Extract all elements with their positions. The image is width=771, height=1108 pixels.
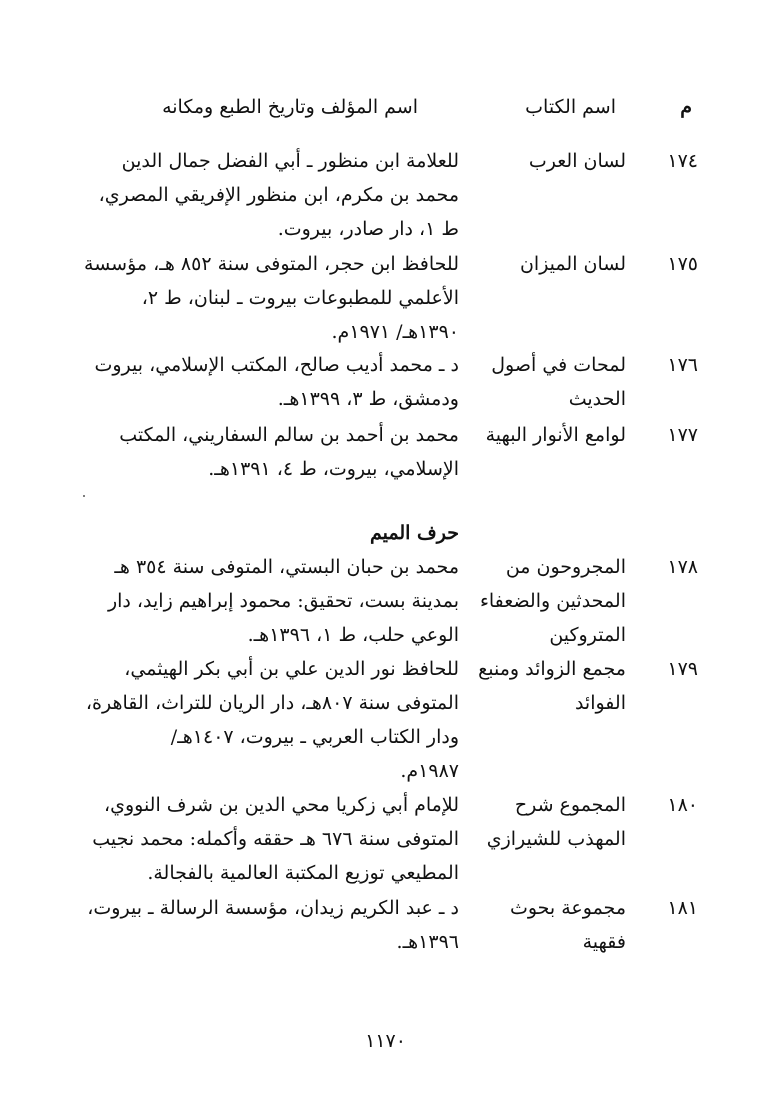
entry-title <box>476 418 626 452</box>
entry-title <box>476 550 626 652</box>
entry-title-line: لوامع الأنوار البهية <box>485 424 626 446</box>
header-number: م <box>680 96 692 118</box>
entry-desc-line: د ـ عبد الكريم زيدان، مؤسسة الرسالة ـ بيروت، <box>87 897 459 919</box>
entry-title-line: الفوائد <box>574 692 626 714</box>
entry-title-line: المجموع شرح <box>514 794 626 816</box>
entry-title <box>476 788 626 856</box>
entry-number: ١٨١ <box>667 897 698 919</box>
entry-description <box>79 348 459 416</box>
entry-desc-line: للحافظ ابن حجر، المتوفى سنة ٨٥٢ هـ، مؤسسة <box>84 253 459 275</box>
entry-title-line: المتروكين <box>549 624 626 646</box>
entry-description <box>79 891 459 959</box>
scan-speck <box>83 495 85 497</box>
entry-desc-line: الأعلمي للمطبوعات بيروت ـ لبنان، ط ٢، <box>141 287 459 309</box>
entry-desc-line: للإمام أبي زكريا محي الدين بن شرف النووي، <box>103 794 459 816</box>
entry-desc-line: المطيعي توزيع المكتبة العالمية بالفجالة. <box>147 862 459 884</box>
entry-desc-line: محمد بن مكرم، ابن منظور الإفريقي المصري، <box>98 184 459 206</box>
entry-desc-line: للعلامة ابن منظور ـ أبي الفضل جمال الدين <box>121 150 459 172</box>
entry-number: ١٧٩ <box>667 658 698 680</box>
entry-desc-line: الوعي حلب، ط ١، ١٣٩٦هـ. <box>247 624 459 646</box>
entry-title <box>476 652 626 720</box>
entry-description <box>79 418 459 486</box>
entry-number: ١٧٦ <box>667 354 698 376</box>
entry-desc-line: ودار الكتاب العربي ـ بيروت، ١٤٠٧هـ/ <box>170 726 459 748</box>
entry-number: ١٨٠ <box>667 794 698 816</box>
header-author-info: اسم المؤلف وتاريخ الطبع ومكانه <box>162 96 418 118</box>
entry-title-line: فقهية <box>582 931 626 953</box>
entry-number: ١٧٥ <box>667 253 698 275</box>
entry-desc-line: المتوفى سنة ٦٧٦ هـ حققه وأكمله: محمد نجيب <box>92 828 459 850</box>
entry-desc-line: بمدينة بست، تحقيق: محمود إبراهيم زايد، دار <box>107 590 459 612</box>
entry-title <box>476 144 626 178</box>
entry-description <box>79 788 459 890</box>
entry-title-line: الحديث <box>568 388 626 410</box>
entry-title <box>476 891 626 959</box>
section-heading: حرف الميم <box>370 522 459 544</box>
entry-title-line: مجموعة بحوث <box>509 897 626 919</box>
entry-desc-line: محمد بن حبان البستي، المتوفى سنة ٣٥٤ هـ <box>114 556 459 578</box>
entry-desc-line: ط ١، دار صادر، بيروت. <box>277 218 459 240</box>
entry-desc-line: محمد بن أحمد بن سالم السفاريني، المكتب <box>119 424 459 446</box>
entry-title <box>476 348 626 416</box>
entry-number: ١٧٨ <box>667 556 698 578</box>
entry-number: ١٧٤ <box>667 150 698 172</box>
entry-title-line: المهذب للشيرازي <box>486 828 626 850</box>
entry-title-line: لسان الميزان <box>519 253 626 275</box>
entry-title-line: لمحات في أصول <box>491 354 626 376</box>
entry-description <box>79 247 459 349</box>
entry-desc-line: ١٣٩٦هـ. <box>396 931 459 953</box>
entry-title-line: المحدثين والضعفاء <box>479 590 626 612</box>
entry-title <box>476 247 626 281</box>
entry-desc-line: الإسلامي، بيروت، ط ٤، ١٣٩١هـ. <box>208 458 459 480</box>
entry-title-line: لسان العرب <box>528 150 626 172</box>
entry-desc-line: للحافظ نور الدين علي بن أبي بكر الهيثمي، <box>124 658 459 680</box>
entry-description <box>79 652 459 788</box>
entry-number: ١٧٧ <box>667 424 698 446</box>
header-book-title: اسم الكتاب <box>525 96 616 118</box>
entry-desc-line: المتوفى سنة ٨٠٧هـ، دار الريان للتراث، القاهرة، <box>85 692 459 714</box>
entry-description <box>79 144 459 246</box>
entry-desc-line: ١٣٩٠هـ/ ١٩٧١م. <box>331 321 459 343</box>
page-number: ١١٧٠ <box>365 1030 406 1052</box>
entry-desc-line: ١٩٨٧م. <box>400 760 459 782</box>
entry-title-line: مجمع الزوائد ومنبع <box>478 658 626 680</box>
entry-desc-line: د ـ محمد أديب صالح، المكتب الإسلامي، بيروت <box>94 354 459 376</box>
entry-desc-line: ودمشق، ط ٣، ١٣٩٩هـ. <box>277 388 459 410</box>
entry-title-line: المجروحون من <box>505 556 626 578</box>
entry-description <box>79 550 459 652</box>
